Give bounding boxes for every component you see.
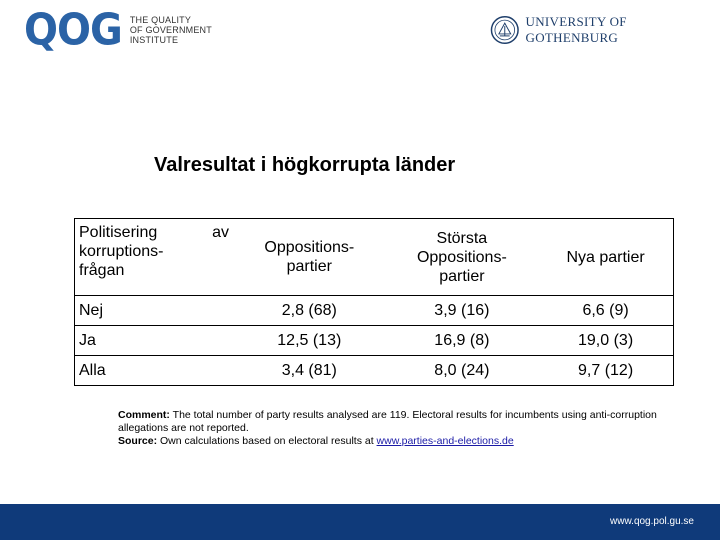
- header-oppositionspartier: [233, 219, 386, 296]
- gu-logo: [490, 14, 720, 46]
- qog-logo-text: [130, 15, 212, 45]
- source-link[interactable]: www.parties-and-elections.de: [376, 435, 514, 447]
- row-label: Alla: [75, 356, 234, 386]
- university-seal-icon: [490, 15, 520, 45]
- table-row: [75, 356, 674, 386]
- cell-nya-partier: 19,0 (3): [538, 326, 673, 356]
- footer-bar: [0, 504, 720, 540]
- table-header-row: [75, 219, 674, 296]
- qog-logo: [24, 4, 212, 56]
- cell-storsta: 16,9 (8): [386, 326, 539, 356]
- header-nya-partier: Nya partier: [538, 219, 673, 296]
- source-line: [118, 435, 698, 448]
- qog-logo-line1: THE QUALITY: [129, 15, 192, 25]
- source-label: Source:: [118, 435, 158, 447]
- header-politisering: [75, 219, 234, 296]
- footer-url[interactable]: www.qog.pol.gu.se: [610, 516, 694, 527]
- cell-nya-partier: 6,6 (9): [538, 296, 673, 326]
- table-row: [75, 296, 674, 326]
- header-oppositions-line2: partier: [286, 258, 332, 275]
- qog-logo-line2: OF GOVERNMENT: [129, 25, 212, 35]
- cell-storsta: 3,9 (16): [386, 296, 539, 326]
- cell-oppositionspartier: 3,4 (81): [233, 356, 386, 386]
- header-storsta-line2: Oppositions-: [416, 248, 507, 266]
- source-text: Own calculations based on electoral results at: [157, 435, 377, 447]
- row-label: Ja: [75, 326, 234, 356]
- header-politisering-word: Politisering: [79, 224, 158, 241]
- cell-nya-partier: 9,7 (12): [538, 356, 673, 386]
- gu-name: UNIVERSITY OF GOTHENBURG: [525, 14, 627, 45]
- row-label: Nej: [75, 296, 234, 326]
- comment-text: The total number of party results analysed are 119. Electoral results for incumbents using anti-corruption allegations are not reported.: [118, 409, 657, 434]
- header-av-word: av: [212, 224, 229, 241]
- header-korruptions: korruptions-: [79, 243, 164, 260]
- header-oppositions-line1: Oppositions-: [264, 239, 355, 256]
- header-storsta-line3: partier: [439, 267, 485, 285]
- table-row: [75, 326, 674, 356]
- comment-line: [118, 409, 698, 435]
- header-storsta-line1: Största: [436, 229, 488, 247]
- cell-storsta: 8,0 (24): [386, 356, 539, 386]
- cell-oppositionspartier: 12,5 (13): [233, 326, 386, 356]
- results-table: [74, 218, 674, 386]
- qog-logo-line3: INSTITUTE: [129, 35, 179, 45]
- cell-oppositionspartier: 2,8 (68): [233, 296, 386, 326]
- header-storsta-oppositionspartier: [386, 219, 539, 296]
- comment-label: Comment:: [118, 409, 170, 421]
- page-title: Valresultat i högkorrupta länder: [154, 154, 456, 176]
- qog-logo-letters: QOG: [24, 4, 122, 56]
- table-note: [118, 409, 698, 448]
- header-fragan: frågan: [79, 262, 125, 279]
